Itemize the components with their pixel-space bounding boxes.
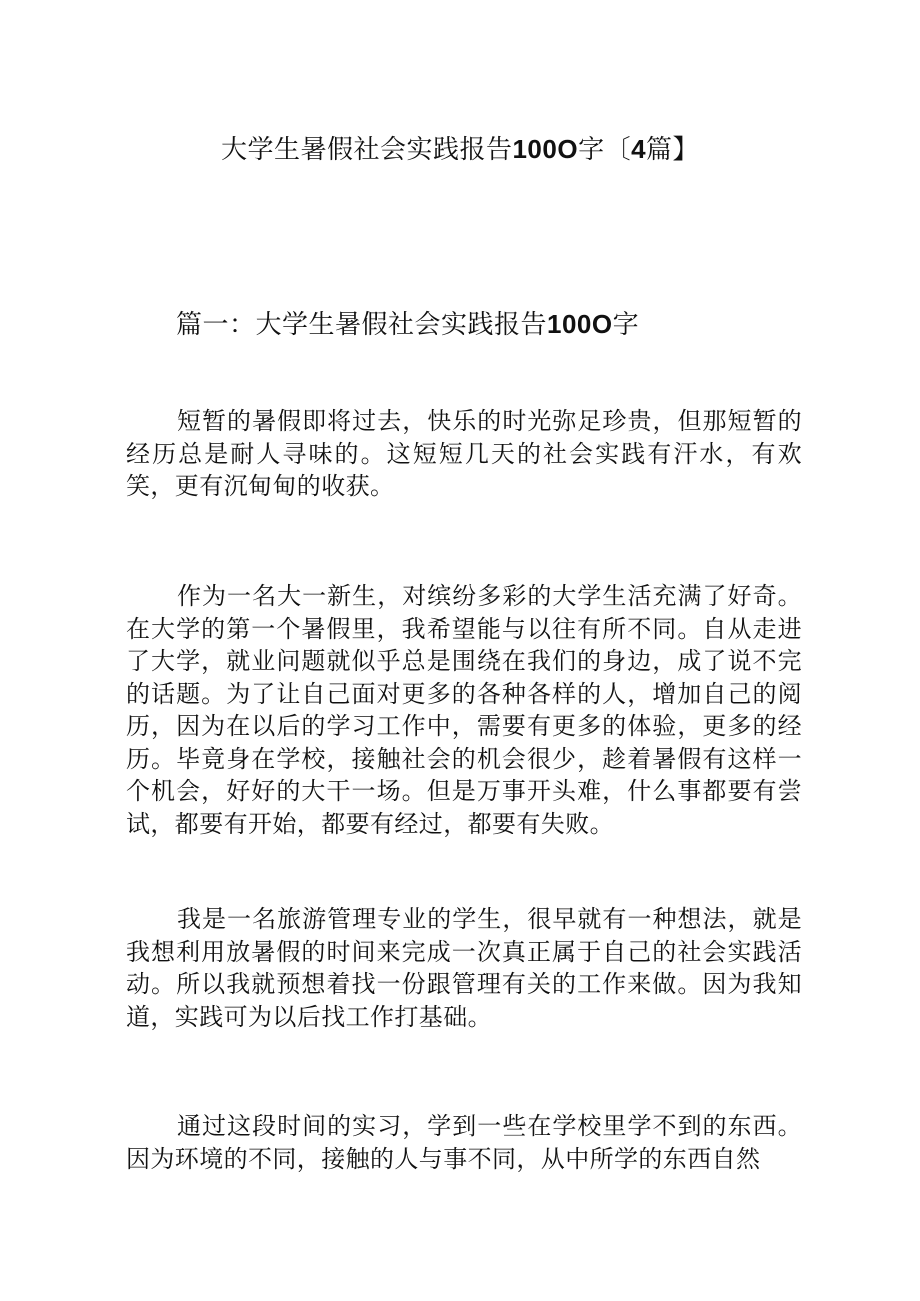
document-title [0,131,920,168]
title-suffix: 字〔 [578,135,632,165]
section-heading [176,306,816,343]
title-text: 大学生暑假社会实践报告 [220,135,513,165]
title-number: 100O [512,134,579,164]
paragraph-1: 短暂的暑假即将过去，快乐的时光弥足珍贵，但那短暂的经历总是耐人寻味的。这短短几天的社会实践有汗水，有欢笑，更有沉甸甸的收获。 [126,407,802,500]
title-end: 篇】 [646,135,700,165]
section-heading-text: 篇一：大学生暑假社会实践报告 [176,310,548,340]
section-heading-suffix: 字 [612,310,640,340]
title-count: 4 [631,134,647,164]
paragraph-3: 我是一名旅游管理专业的学生，很早就有一种想法，就是我想利用放暑假的时间来完成一次真正属于自己的社会实践活动。所以我就预想着找一份跟管理有关的工作来做。因为我知道，实践可为以后找工作打基础。 [126,905,802,1031]
section-heading-number: 100O [547,309,613,339]
paragraph-2: 作为一名大一新生，对缤纷多彩的大学生活充满了好奇。在大学的第一个暑假里，我希望能与以往有所不同。自从走进了大学，就业问题就似乎总是围绕在我们的身边，成了说不完的话题。为了让自己面对更多的各种各样的人，增加自己的阅历，因为在以后的学习工作中，需要有更多的体验，更多的经历。毕竟身在学校，接触社会的机会很少，趁着暑假有这样一个机会，好好的大干一场。但是万事开头难，什么事都要有尝试，都要有开始，都要有经过，都要有失败。 [126,582,802,838]
paragraph-4: 通过这段时间的实习，学到一些在学校里学不到的东西。因为环境的不同，接触的人与事不同，从中所学的东西自然 [126,1112,802,1173]
